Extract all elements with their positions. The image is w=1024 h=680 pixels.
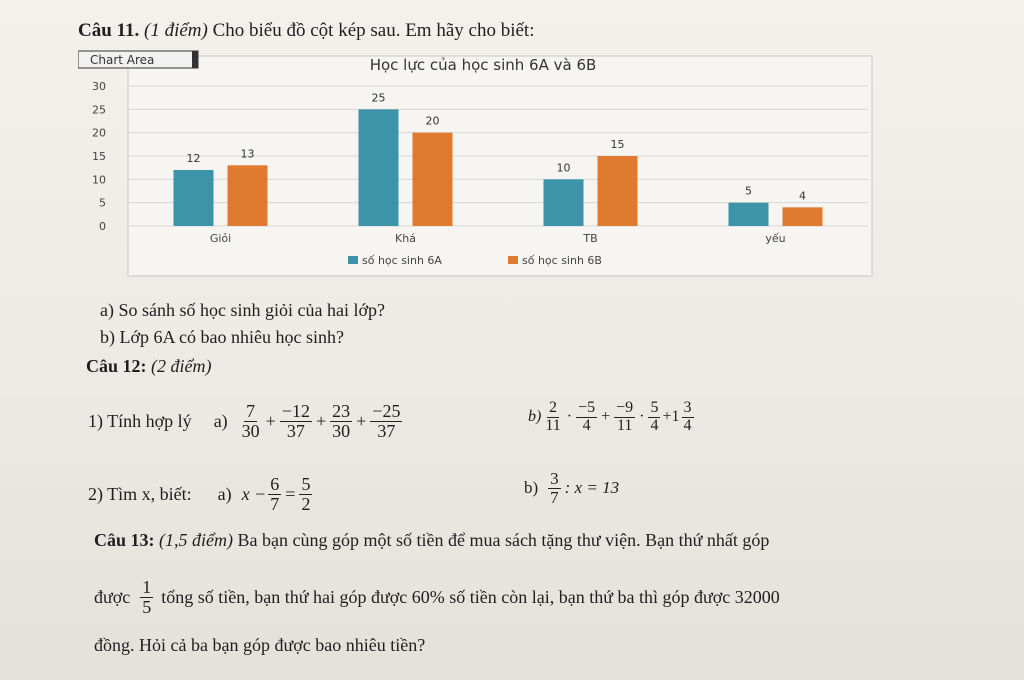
part-1-label: 1) Tính hợp lý (88, 410, 192, 431)
bar-6a-0 (174, 170, 214, 226)
double-bar-chart (78, 50, 878, 280)
part-1-b-expression: b) $\frac{2}{11}$ · $\frac{-5}{4}$ + $\frac{-9}{11}$ · $\frac{5}{4}$ +1 $\frac{3}{4}$ (528, 399, 692, 434)
fraction-23-30: $\frac{23}{30}$ (332, 401, 351, 441)
data-label-6a-1: 25 (371, 91, 386, 105)
part-2-row: 2) Tìm x, biết: a) x − $\frac{6}{7}$ = $\frac{5}{2}$ (88, 474, 311, 514)
whole-number-1: +1 (662, 408, 680, 426)
x-category-label-0: Giỏi (209, 232, 232, 245)
bar-6b-2 (598, 156, 638, 226)
legend-swatch-6a (348, 256, 358, 264)
question-13-label: Câu 13: (94, 530, 155, 550)
data-label-6b-0: 13 (240, 147, 255, 161)
question-11-label: Câu 11. (78, 20, 140, 41)
y-tick-label-30: 30 (92, 80, 106, 93)
y-tick-label-15: 15 (92, 150, 106, 163)
part-2-b-expression (524, 470, 619, 507)
part-2-b-rest: : x = 13 (564, 478, 620, 498)
question-13-line-2 (94, 578, 780, 617)
y-tick-label-20: 20 (92, 126, 106, 140)
question-13-text-2-pre: được (94, 586, 131, 607)
fraction-neg12-37: $\frac{-12}{37}$ (281, 401, 310, 441)
y-tick-label-10: 10 (92, 173, 106, 187)
fraction-neg5-4: $\frac{-5}{4}$ (578, 399, 596, 434)
question-11-points: (1 điểm) (144, 20, 208, 41)
bar-6a-2 (544, 179, 584, 226)
y-tick-label-0: 0 (99, 220, 106, 233)
part-1-row: 1) Tính hợp lý a) $\frac{7}{30}$ + $\frac{-12}{37}$ + $\frac{23}{30}$ + $\frac{-25}{37}$ (88, 401, 401, 441)
part-2-label: 2) Tìm x, biết: (88, 483, 192, 504)
question-13-line-1 (94, 530, 769, 551)
fraction-neg25-37: $\frac{-25}{37}$ (372, 401, 401, 441)
bar-6a-1 (359, 109, 399, 226)
question-13-points: (1,5 điểm) (159, 530, 233, 550)
data-label-6a-3: 5 (745, 184, 752, 198)
x-category-label-1: Khá (395, 232, 416, 245)
question-11-text: Cho biểu đồ cột kép sau. Em hãy cho biết: (212, 20, 535, 41)
data-label-6a-2: 10 (556, 161, 571, 175)
part-1-b-marker: b) (528, 408, 542, 426)
fraction-2-11: $\frac{2}{11}$ (545, 399, 561, 434)
chart-area-label: Chart Area (90, 53, 155, 67)
y-tick-label-25: 25 (92, 103, 106, 117)
bar-6b-0 (228, 165, 268, 226)
fraction-6-7: $\frac{6}{7}$ (270, 474, 280, 514)
question-11-heading (78, 20, 534, 42)
fraction-7-30: $\frac{7}{30}$ (241, 401, 260, 441)
part-1-a-marker: a) (213, 410, 228, 431)
fraction-3-7: $\frac{3}{7}$ (550, 469, 559, 507)
legend-label-6b: số học sinh 6B (522, 254, 602, 267)
part-2-b-marker: b) (524, 478, 539, 498)
question-12-points: (2 điểm) (151, 356, 212, 376)
bar-6b-1 (413, 133, 453, 226)
question-11-item-b: b) Lớp 6A có bao nhiêu học sinh? (100, 327, 344, 347)
question-12-heading (86, 356, 212, 377)
fraction-1-5: $\frac{1}{5}$ (142, 577, 152, 617)
data-label-6a-0: 12 (186, 152, 201, 165)
fraction-neg9-11: $\frac{-9}{11}$ (616, 399, 634, 434)
part-2-a-marker: a) (217, 483, 232, 504)
data-label-6b-1: 20 (425, 114, 440, 128)
question-13-text-1: Ba bạn cùng góp một số tiền để mua sách tặng thư viện. Bạn thứ nhất góp (237, 530, 770, 550)
question-11-item-a: a) So sánh số học sinh giỏi của hai lớp? (100, 300, 385, 320)
fraction-5-2: $\frac{5}{2}$ (301, 474, 311, 514)
chart-title: Học lực của học sinh 6A và 6B (369, 56, 597, 74)
fraction-5-4: $\frac{5}{4}$ (650, 399, 659, 434)
fraction-3-4: $\frac{3}{4}$ (683, 399, 692, 434)
bar-6a-3 (729, 203, 769, 226)
question-13-line-3: đồng. Hỏi cả ba bạn góp được bao nhiêu tiền? (94, 635, 426, 655)
data-label-6b-3: 4 (799, 189, 806, 203)
x-category-label-2: TB (583, 232, 598, 245)
legend-swatch-6b (508, 256, 518, 264)
chart-area-tag (78, 51, 198, 68)
question-12-label: Câu 12: (86, 356, 147, 376)
bar-6b-3 (783, 207, 823, 226)
question-13-text-2-post: tổng số tiền, bạn thứ hai góp được 60% số tiền còn lại, bạn thứ ba thì góp được 32000 (161, 586, 780, 607)
part-2-a-x-minus: x − (241, 483, 267, 504)
legend-label-6a: số học sinh 6A (362, 254, 442, 267)
x-category-label-3: yếu (765, 232, 786, 245)
data-label-6b-2: 15 (610, 138, 625, 151)
y-tick-label-5: 5 (99, 196, 106, 210)
